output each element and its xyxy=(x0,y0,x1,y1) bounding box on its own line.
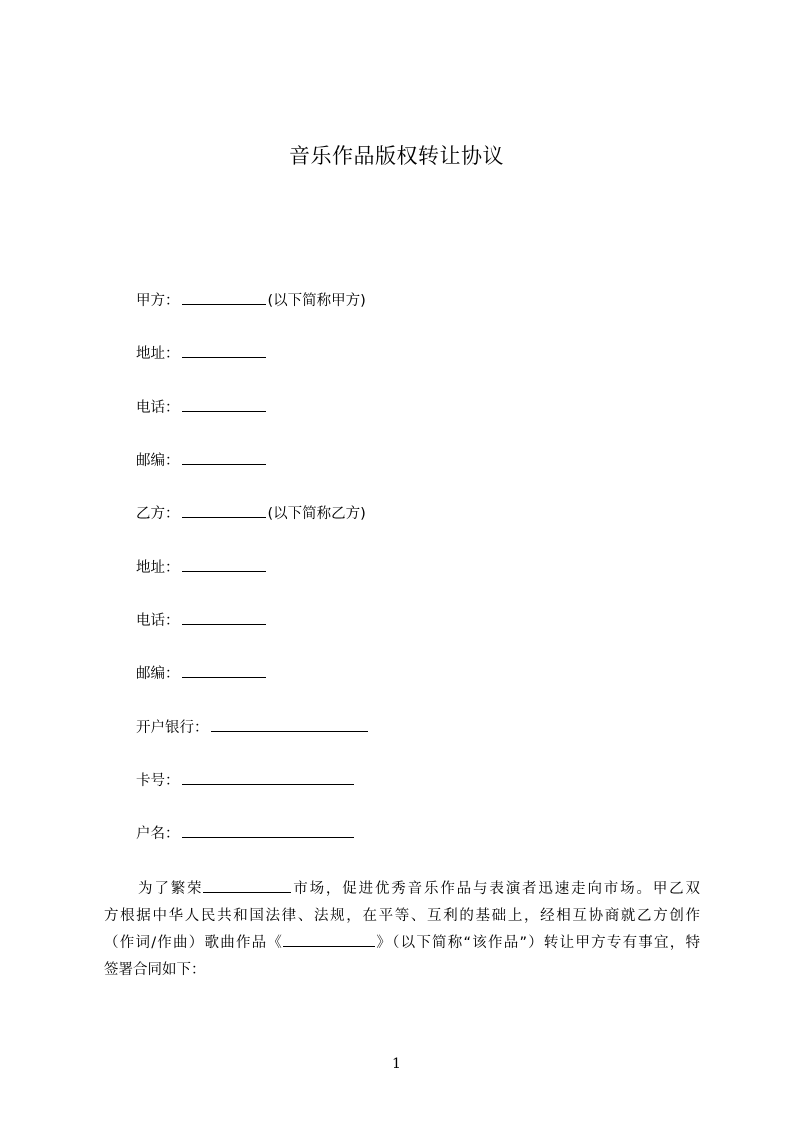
preamble-line xyxy=(104,930,700,957)
party-a-postcode-blank xyxy=(182,452,266,465)
party-a-blank xyxy=(182,292,266,305)
preamble-line xyxy=(104,876,700,903)
party-a-address-label: 地址： xyxy=(136,346,180,362)
party-b-phone-line xyxy=(136,611,268,631)
page-number: 1 xyxy=(392,1056,401,1072)
card-number-line xyxy=(136,771,356,791)
preamble-line: 方根据中华人民共和国法律、法规，在平等、互利的基础上，经相互协商就乙方创作 xyxy=(104,908,700,924)
party-a-phone-line xyxy=(136,398,268,418)
preamble-line3-start: （作词/作曲）歌曲作品《 xyxy=(104,935,284,951)
party-a-address-line xyxy=(136,344,268,364)
preamble-line: 签署合同如下： xyxy=(104,962,206,978)
party-b-address-line xyxy=(136,558,268,578)
party-a-label: 甲方： xyxy=(136,293,180,309)
document-title: 音乐作品版权转让协议 xyxy=(289,144,504,168)
bank-label: 开户银行： xyxy=(136,720,209,736)
party-b-postcode-line xyxy=(136,664,268,684)
preamble-line3-end: 》（以下简称“该作品”）转让甲方专有事宜，特 xyxy=(375,935,700,951)
party-a-phone-label: 电话： xyxy=(136,400,180,416)
account-name-blank xyxy=(182,825,354,838)
bank-blank xyxy=(211,719,368,732)
card-number-blank xyxy=(182,772,354,785)
party-b-address-blank xyxy=(182,559,266,572)
market-blank xyxy=(203,880,291,893)
party-b-postcode-label: 邮编： xyxy=(136,666,180,682)
party-a-postcode-label: 邮编： xyxy=(136,453,180,469)
party-b-address-label: 地址： xyxy=(136,560,180,576)
preamble-line1-start: 为了繁荣 xyxy=(138,881,204,897)
party-b-phone-blank xyxy=(182,612,266,625)
party-b-blank xyxy=(182,505,266,518)
preamble-paragraph xyxy=(104,876,700,984)
party-b-suffix: (以下简称乙方) xyxy=(267,506,366,522)
account-name-line xyxy=(136,824,356,844)
preamble-line1-end: 市场，促进优秀音乐作品与表演者迅速走向市场。甲乙双 xyxy=(291,881,701,897)
party-a-suffix: (以下简称甲方) xyxy=(267,293,366,309)
party-a-address-blank xyxy=(182,345,266,358)
party-b-postcode-blank xyxy=(182,665,266,678)
party-b-phone-label: 电话： xyxy=(136,613,180,629)
party-a-phone-blank xyxy=(182,399,266,412)
party-a-line xyxy=(136,291,366,311)
song-title-blank xyxy=(283,934,375,947)
party-b-label: 乙方： xyxy=(136,506,180,522)
party-a-postcode-line xyxy=(136,451,268,471)
bank-line xyxy=(136,718,370,738)
card-number-label: 卡号： xyxy=(136,773,180,789)
account-name-label: 户名： xyxy=(136,826,180,842)
party-b-line xyxy=(136,504,366,524)
